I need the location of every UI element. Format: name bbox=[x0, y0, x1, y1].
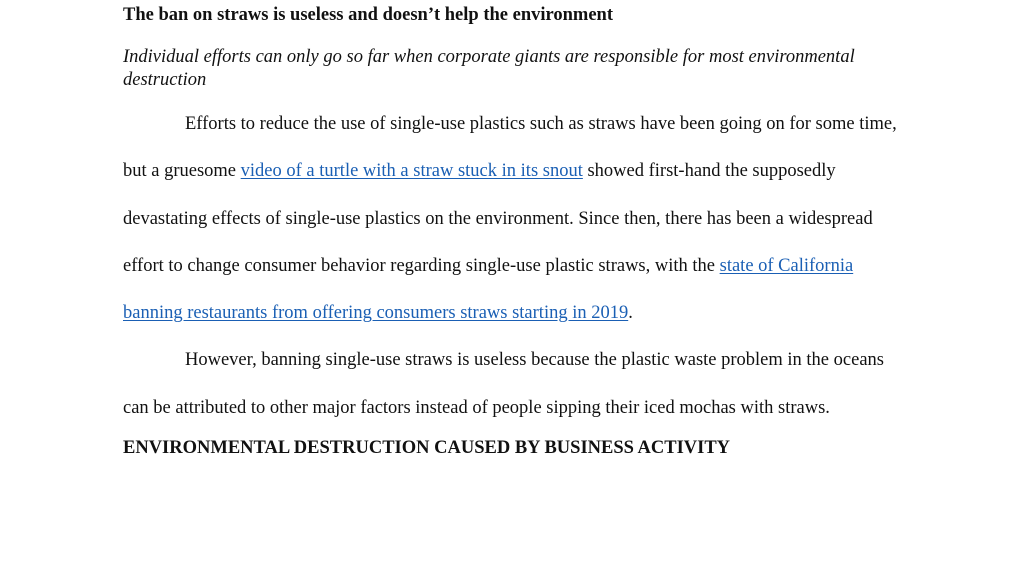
paragraph-intro-text-3: . bbox=[628, 303, 633, 324]
section-heading: ENVIRONMENTAL DESTRUCTION CAUSED BY BUSINESS ACTIVITY bbox=[123, 438, 731, 459]
paragraph-intro-text-1: Efforts to reduce the use of single-use plastics such as straws have been going on for some time, but a gruesome bbox=[123, 114, 897, 182]
paragraph-intro-text-2: showed first-hand the supposedly devastating effects of single-use plastics on the environment. Since then, there has been a widespread effort to change consumer behavior regarding single-use plastic straws, with the bbox=[123, 161, 873, 276]
paragraph-intro bbox=[123, 101, 913, 337]
california-ban-link[interactable]: state of California banning restaurants from offering consumers straws starting in 2019 bbox=[123, 255, 854, 324]
document-body bbox=[123, 0, 913, 460]
article-subtitle: Individual efforts can only go so far when corporate giants are responsible for most environmental destruction bbox=[123, 47, 855, 90]
article-title: The ban on straws is useless and doesn’t help the environment bbox=[123, 5, 613, 25]
turtle-video-link[interactable]: video of a turtle with a straw stuck in its snout bbox=[240, 161, 583, 182]
paragraph-argument: However, banning single-use straws is useless because the plastic waste problem in the oceans can be attributed to other major factors instead of people sipping their iced mochas with straws. bbox=[123, 350, 884, 418]
